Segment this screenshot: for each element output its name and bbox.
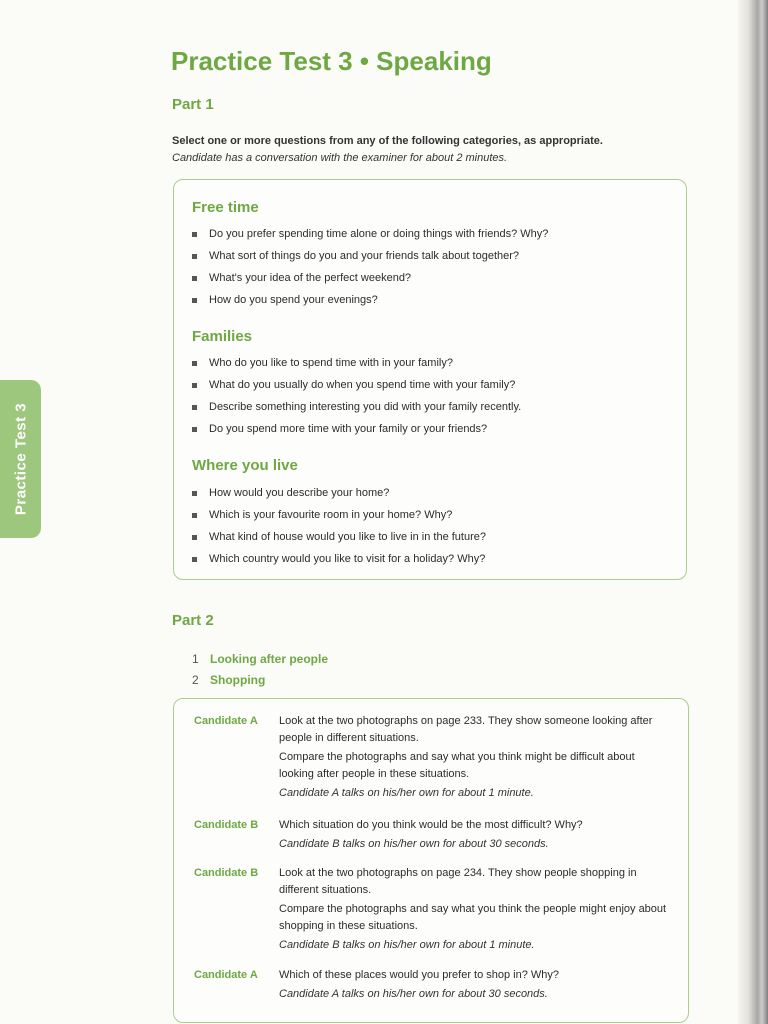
instruction-paragraph: Which of these places would you prefer to shop in? Why? xyxy=(279,969,560,981)
question-text: What do you usually do when you spend time with your family? xyxy=(209,379,516,391)
question-text: What sort of things do you and your friends talk about together? xyxy=(209,250,520,262)
bullet-icon xyxy=(192,427,197,432)
question-text: How would you describe your home? xyxy=(209,487,390,499)
candidate-label: Candidate A xyxy=(194,715,258,727)
topic-number: 2 xyxy=(192,672,199,687)
question-item xyxy=(192,526,486,548)
timing-note: Candidate B talks on his/her own for about 1 minute. xyxy=(279,939,535,951)
category-question-list xyxy=(192,482,486,570)
bullet-icon xyxy=(192,232,197,237)
instruction-paragraph: Look at the two photographs on page 234. They show people shopping in different situations. xyxy=(279,867,637,896)
part2-topic-list xyxy=(192,648,328,690)
question-item xyxy=(192,504,486,526)
topic-item xyxy=(192,669,328,690)
topic-number: 1 xyxy=(192,651,199,666)
question-item xyxy=(192,289,548,311)
instruction-paragraph: Compare the photographs and say what you think might be difficult about looking after people in these situations. xyxy=(279,751,635,780)
topic-label: Looking after people xyxy=(210,651,329,666)
question-text: Which is your favourite room in your home? Why? xyxy=(209,509,453,521)
bullet-icon xyxy=(192,298,197,303)
bullet-icon xyxy=(192,361,197,366)
part1-intro xyxy=(172,133,603,167)
part2-heading: Part 2 xyxy=(172,612,214,629)
timing-note: Candidate B talks on his/her own for about 30 seconds. xyxy=(279,838,549,850)
question-text: Describe something interesting you did with your family recently. xyxy=(209,401,522,413)
question-item xyxy=(192,352,521,374)
question-text: Who do you like to spend time with in your family? xyxy=(209,357,453,369)
candidate-label: Candidate B xyxy=(194,819,259,831)
timing-note: Candidate A talks on his/her own for about 30 seconds. xyxy=(279,988,548,1000)
category-question-list xyxy=(192,352,521,440)
part1-question-box xyxy=(173,179,687,580)
question-item xyxy=(192,548,486,570)
bullet-icon xyxy=(192,276,197,281)
bullet-icon xyxy=(192,405,197,410)
category-question-list xyxy=(192,223,548,311)
candidate-instructions xyxy=(279,713,671,804)
topic-label: Shopping xyxy=(210,672,266,687)
candidate-instructions xyxy=(279,817,671,855)
bullet-icon xyxy=(192,383,197,388)
category-title: Free time xyxy=(192,199,259,216)
topic-item xyxy=(192,648,328,669)
question-text: What kind of house would you like to live in in the future? xyxy=(209,531,486,543)
question-item xyxy=(192,223,548,245)
question-item xyxy=(192,418,521,440)
question-item xyxy=(192,245,548,267)
bullet-icon xyxy=(192,535,197,540)
part1-instruction: Select one or more questions from any of the following categories, as appropriate. xyxy=(172,135,603,147)
side-tab-label: Practice Test 3 xyxy=(12,402,30,516)
question-text: What's your idea of the perfect weekend? xyxy=(209,272,412,284)
question-item xyxy=(192,396,521,418)
part2-task-box xyxy=(173,698,689,1023)
bullet-icon xyxy=(192,513,197,518)
question-text: Do you spend more time with your family or your friends? xyxy=(209,423,488,435)
question-item xyxy=(192,374,521,396)
question-text: Which country would you like to visit for a holiday? Why? xyxy=(209,553,486,565)
part1-heading: Part 1 xyxy=(172,96,214,113)
instruction-paragraph: Look at the two photographs on page 233. They show someone looking after people in different situations. xyxy=(279,715,653,744)
instruction-paragraph: Compare the photographs and say what you think the people might enjoy about shopping in these situations. xyxy=(279,903,667,932)
question-text: Do you prefer spending time alone or doing things with friends? Why? xyxy=(209,228,549,240)
candidate-instructions xyxy=(279,967,671,1005)
part1-note: Candidate has a conversation with the examiner for about 2 minutes. xyxy=(172,152,508,164)
category-title: Where you live xyxy=(192,457,298,474)
timing-note: Candidate A talks on his/her own for about 1 minute. xyxy=(279,787,534,799)
question-item xyxy=(192,267,548,289)
candidate-label: Candidate A xyxy=(194,969,258,981)
question-item xyxy=(192,482,486,504)
category-title: Families xyxy=(192,328,253,345)
page-title: Practice Test 3 • Speaking xyxy=(171,46,492,76)
candidate-instructions xyxy=(279,865,671,956)
instruction-paragraph: Which situation do you think would be the most difficult? Why? xyxy=(279,819,583,831)
book-page-edge xyxy=(738,0,768,1024)
bullet-icon xyxy=(192,491,197,496)
candidate-label: Candidate B xyxy=(194,867,259,879)
question-text: How do you spend your evenings? xyxy=(209,294,378,306)
bullet-icon xyxy=(192,254,197,259)
bullet-icon xyxy=(192,557,197,562)
